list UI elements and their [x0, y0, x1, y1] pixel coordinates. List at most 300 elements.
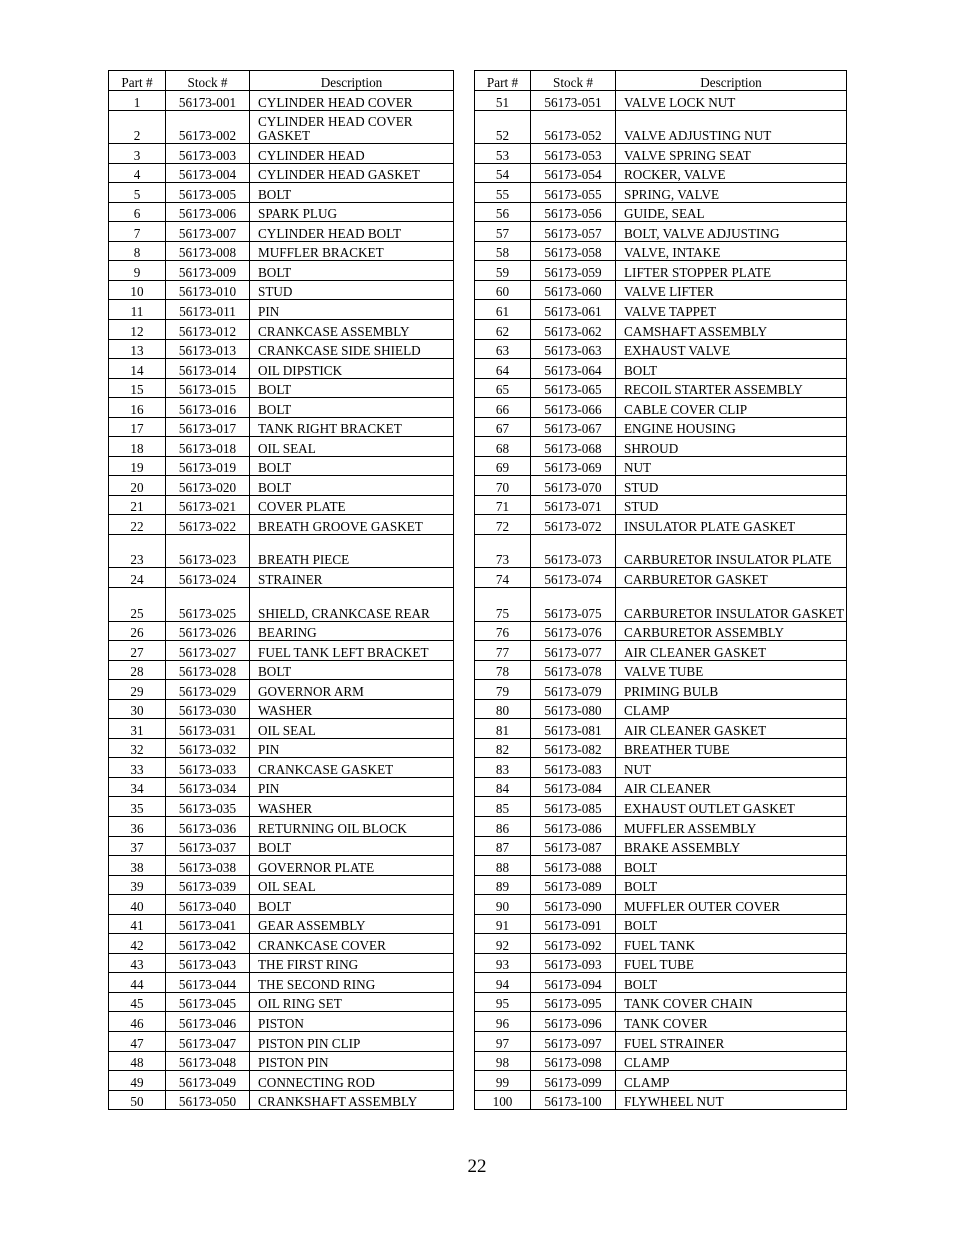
description-cell: VALVE ADJUSTING NUT [616, 110, 847, 144]
stock-number-cell: 56173-094 [531, 973, 616, 993]
table-row [475, 934, 847, 954]
part-number-cell: 77 [475, 641, 531, 661]
description-cell: CABLE COVER CLIP [616, 398, 847, 418]
part-number-cell: 67 [475, 417, 531, 437]
description-cell: BOLT [250, 836, 454, 856]
description-cell: INSULATOR PLATE GASKET [616, 515, 847, 535]
table-row [475, 144, 847, 164]
stock-number-cell: 56173-099 [531, 1071, 616, 1091]
part-number-cell: 87 [475, 836, 531, 856]
description-cell: CLAMP [616, 1051, 847, 1071]
part-number-cell: 88 [475, 856, 531, 876]
stock-number-cell: 56173-066 [531, 398, 616, 418]
table-row [475, 856, 847, 876]
stock-number-cell: 56173-072 [531, 515, 616, 535]
description-cell: CLAMP [616, 699, 847, 719]
stock-number-cell: 56173-019 [166, 456, 250, 476]
table-row [475, 319, 847, 339]
part-number-cell: 32 [109, 738, 166, 758]
table-row [475, 895, 847, 915]
table-row [475, 992, 847, 1012]
part-number-cell: 8 [109, 241, 166, 261]
description-cell: CARBURETOR INSULATOR GASKET [616, 588, 847, 622]
part-number-cell: 49 [109, 1071, 166, 1091]
part-number-cell: 14 [109, 359, 166, 379]
stock-number-cell: 56173-090 [531, 895, 616, 915]
part-number-cell: 33 [109, 758, 166, 778]
part-number-cell: 53 [475, 144, 531, 164]
stock-number-cell: 56173-050 [166, 1090, 250, 1110]
stock-number-cell: 56173-007 [166, 222, 250, 242]
table-row [475, 660, 847, 680]
stock-number-cell: 56173-093 [531, 953, 616, 973]
part-number-cell: 10 [109, 280, 166, 300]
table-row [109, 699, 454, 719]
part-number-cell: 62 [475, 319, 531, 339]
table-row [109, 359, 454, 379]
description-cell: OIL SEAL [250, 437, 454, 457]
description-cell: BOLT [250, 476, 454, 496]
stock-number-cell: 56173-032 [166, 738, 250, 758]
stock-number-cell: 56173-076 [531, 621, 616, 641]
table-header-row [475, 71, 847, 91]
table-row [109, 875, 454, 895]
stock-number-cell: 56173-046 [166, 1012, 250, 1032]
part-number-cell: 98 [475, 1051, 531, 1071]
part-number-cell: 43 [109, 953, 166, 973]
part-number-cell: 81 [475, 719, 531, 739]
part-number-cell: 91 [475, 914, 531, 934]
table-row [475, 641, 847, 661]
part-number-cell: 85 [475, 797, 531, 817]
stock-number-cell: 56173-071 [531, 495, 616, 515]
table-row [475, 202, 847, 222]
stock-number-cell: 56173-047 [166, 1032, 250, 1052]
table-row [109, 895, 454, 915]
table-row [109, 222, 454, 242]
description-cell: CARBURETOR INSULATOR PLATE [616, 534, 847, 568]
description-cell: BOLT [616, 914, 847, 934]
parts-table-right [474, 70, 847, 1110]
part-number-cell: 24 [109, 568, 166, 588]
table-row [475, 1032, 847, 1052]
part-number-cell: 34 [109, 777, 166, 797]
table-row [475, 476, 847, 496]
part-number-cell: 15 [109, 378, 166, 398]
table-row [109, 953, 454, 973]
stock-number-cell: 56173-012 [166, 319, 250, 339]
table-row [109, 1032, 454, 1052]
part-number-cell: 69 [475, 456, 531, 476]
description-cell: PIN [250, 300, 454, 320]
description-cell: STUD [250, 280, 454, 300]
stock-number-cell: 56173-091 [531, 914, 616, 934]
description-cell: EXHAUST OUTLET GASKET [616, 797, 847, 817]
description-cell: GOVERNOR PLATE [250, 856, 454, 876]
table-row [475, 91, 847, 111]
part-number-cell: 55 [475, 183, 531, 203]
part-number-cell: 4 [109, 163, 166, 183]
table-row [109, 300, 454, 320]
description-cell: MUFFLER BRACKET [250, 241, 454, 261]
table-row [475, 588, 847, 622]
part-number-cell: 84 [475, 777, 531, 797]
part-number-cell: 12 [109, 319, 166, 339]
description-cell: NUT [616, 456, 847, 476]
table-row [475, 1090, 847, 1110]
table-row [475, 300, 847, 320]
part-number-cell: 92 [475, 934, 531, 954]
description-cell: CRANKCASE ASSEMBLY [250, 319, 454, 339]
part-number-cell: 66 [475, 398, 531, 418]
stock-number-cell: 56173-060 [531, 280, 616, 300]
table-row [475, 515, 847, 535]
table-header-row [109, 71, 454, 91]
table-row [109, 280, 454, 300]
part-number-cell: 22 [109, 515, 166, 535]
stock-number-cell: 56173-036 [166, 817, 250, 837]
table-row [475, 437, 847, 457]
table-row [109, 261, 454, 281]
table-row [475, 568, 847, 588]
part-number-cell: 63 [475, 339, 531, 359]
stock-number-cell: 56173-029 [166, 680, 250, 700]
part-number-cell: 80 [475, 699, 531, 719]
stock-number-cell: 56173-014 [166, 359, 250, 379]
table-row [109, 588, 454, 622]
part-number-cell: 60 [475, 280, 531, 300]
table-row [109, 641, 454, 661]
description-cell: ROCKER, VALVE [616, 163, 847, 183]
description-cell: FUEL TANK [616, 934, 847, 954]
table-row [109, 836, 454, 856]
stock-number-cell: 56173-013 [166, 339, 250, 359]
stock-number-cell: 56173-068 [531, 437, 616, 457]
stock-number-cell: 56173-052 [531, 110, 616, 144]
stock-number-cell: 56173-092 [531, 934, 616, 954]
part-number-cell: 40 [109, 895, 166, 915]
part-number-cell: 54 [475, 163, 531, 183]
table-row [475, 183, 847, 203]
description-cell: BREATH GROOVE GASKET [250, 515, 454, 535]
description-cell: STUD [616, 495, 847, 515]
description-cell: VALVE, INTAKE [616, 241, 847, 261]
description-cell: CAMSHAFT ASSEMBLY [616, 319, 847, 339]
description-cell: BOLT [250, 183, 454, 203]
stock-number-cell: 56173-062 [531, 319, 616, 339]
part-number-cell: 35 [109, 797, 166, 817]
table-row [109, 621, 454, 641]
stock-number-cell: 56173-040 [166, 895, 250, 915]
stock-number-cell: 56173-081 [531, 719, 616, 739]
stock-number-cell: 56173-034 [166, 777, 250, 797]
stock-number-cell: 56173-078 [531, 660, 616, 680]
table-row [475, 817, 847, 837]
description-cell: AIR CLEANER [616, 777, 847, 797]
description-cell: CLAMP [616, 1071, 847, 1091]
table-row [475, 280, 847, 300]
page-number: 22 [467, 1156, 487, 1177]
description-cell: SHROUD [616, 437, 847, 457]
description-cell: CYLINDER HEAD GASKET [250, 163, 454, 183]
stock-number-cell: 56173-027 [166, 641, 250, 661]
description-cell: TANK COVER [616, 1012, 847, 1032]
stock-number-cell: 56173-011 [166, 300, 250, 320]
table-row [109, 163, 454, 183]
table-row [109, 456, 454, 476]
table-row [475, 359, 847, 379]
stock-number-cell: 56173-095 [531, 992, 616, 1012]
table-row [475, 339, 847, 359]
table-row [109, 758, 454, 778]
description-cell: GUIDE, SEAL [616, 202, 847, 222]
table-row [475, 914, 847, 934]
header-description: Description [616, 71, 847, 91]
part-number-cell: 44 [109, 973, 166, 993]
header-part-number: Part # [109, 71, 166, 91]
description-cell: THE SECOND RING [250, 973, 454, 993]
part-number-cell: 36 [109, 817, 166, 837]
description-cell: FUEL STRAINER [616, 1032, 847, 1052]
description-cell: VALVE TAPPET [616, 300, 847, 320]
stock-number-cell: 56173-025 [166, 588, 250, 622]
stock-number-cell: 56173-018 [166, 437, 250, 457]
description-cell: FUEL TUBE [616, 953, 847, 973]
description-cell: VALVE LOCK NUT [616, 91, 847, 111]
table-row [475, 398, 847, 418]
description-cell: TANK COVER CHAIN [616, 992, 847, 1012]
part-number-cell: 19 [109, 456, 166, 476]
description-cell: BOLT [250, 660, 454, 680]
stock-number-cell: 56173-015 [166, 378, 250, 398]
description-cell: PISTON PIN [250, 1051, 454, 1071]
description-cell: RETURNING OIL BLOCK [250, 817, 454, 837]
table-row [475, 758, 847, 778]
stock-number-cell: 56173-056 [531, 202, 616, 222]
stock-number-cell: 56173-009 [166, 261, 250, 281]
table-row [109, 339, 454, 359]
table-row [109, 934, 454, 954]
part-number-cell: 72 [475, 515, 531, 535]
stock-number-cell: 56173-024 [166, 568, 250, 588]
stock-number-cell: 56173-055 [531, 183, 616, 203]
stock-number-cell: 56173-096 [531, 1012, 616, 1032]
description-cell: PISTON [250, 1012, 454, 1032]
table-row [109, 110, 454, 144]
part-number-cell: 46 [109, 1012, 166, 1032]
stock-number-cell: 56173-053 [531, 144, 616, 164]
table-row [109, 797, 454, 817]
stock-number-cell: 56173-008 [166, 241, 250, 261]
stock-number-cell: 56173-077 [531, 641, 616, 661]
stock-number-cell: 56173-074 [531, 568, 616, 588]
stock-number-cell: 56173-049 [166, 1071, 250, 1091]
table-row [109, 241, 454, 261]
part-number-cell: 38 [109, 856, 166, 876]
stock-number-cell: 56173-051 [531, 91, 616, 111]
description-cell: SPRING, VALVE [616, 183, 847, 203]
description-cell: PRIMING BULB [616, 680, 847, 700]
description-cell: VALVE TUBE [616, 660, 847, 680]
part-number-cell: 26 [109, 621, 166, 641]
stock-number-cell: 56173-063 [531, 339, 616, 359]
description-cell: BREATHER TUBE [616, 738, 847, 758]
description-cell: BOLT [250, 895, 454, 915]
description-cell: CYLINDER HEAD COVER GASKET [250, 110, 454, 144]
table-row [475, 836, 847, 856]
stock-number-cell: 56173-097 [531, 1032, 616, 1052]
description-cell: GEAR ASSEMBLY [250, 914, 454, 934]
part-number-cell: 51 [475, 91, 531, 111]
part-number-cell: 74 [475, 568, 531, 588]
stock-number-cell: 56173-059 [531, 261, 616, 281]
part-number-cell: 68 [475, 437, 531, 457]
stock-number-cell: 56173-003 [166, 144, 250, 164]
table-row [475, 1012, 847, 1032]
part-number-cell: 31 [109, 719, 166, 739]
part-number-cell: 23 [109, 534, 166, 568]
table-row [475, 495, 847, 515]
stock-number-cell: 56173-026 [166, 621, 250, 641]
description-cell: EXHAUST VALVE [616, 339, 847, 359]
stock-number-cell: 56173-006 [166, 202, 250, 222]
part-number-cell: 61 [475, 300, 531, 320]
part-number-cell: 52 [475, 110, 531, 144]
description-cell: BOLT [250, 456, 454, 476]
description-cell: CONNECTING ROD [250, 1071, 454, 1091]
stock-number-cell: 56173-030 [166, 699, 250, 719]
part-number-cell: 5 [109, 183, 166, 203]
part-number-cell: 16 [109, 398, 166, 418]
stock-number-cell: 56173-017 [166, 417, 250, 437]
description-cell: BOLT [616, 856, 847, 876]
stock-number-cell: 56173-084 [531, 777, 616, 797]
table-row [109, 817, 454, 837]
part-number-cell: 70 [475, 476, 531, 496]
description-cell: CARBURETOR GASKET [616, 568, 847, 588]
table-row [475, 797, 847, 817]
description-cell: THE FIRST RING [250, 953, 454, 973]
table-row [109, 568, 454, 588]
stock-number-cell: 56173-016 [166, 398, 250, 418]
table-row [109, 1012, 454, 1032]
table-row [109, 1051, 454, 1071]
table-row [109, 398, 454, 418]
part-number-cell: 20 [109, 476, 166, 496]
part-number-cell: 29 [109, 680, 166, 700]
description-cell: BOLT [250, 378, 454, 398]
description-cell: CYLINDER HEAD COVER [250, 91, 454, 111]
table-row [109, 437, 454, 457]
part-number-cell: 90 [475, 895, 531, 915]
part-number-cell: 83 [475, 758, 531, 778]
table-row [475, 621, 847, 641]
stock-number-cell: 56173-039 [166, 875, 250, 895]
part-number-cell: 30 [109, 699, 166, 719]
stock-number-cell: 56173-086 [531, 817, 616, 837]
description-cell: FUEL TANK LEFT BRACKET [250, 641, 454, 661]
stock-number-cell: 56173-044 [166, 973, 250, 993]
description-cell: OIL RING SET [250, 992, 454, 1012]
description-cell: AIR CLEANER GASKET [616, 719, 847, 739]
table-row [109, 660, 454, 680]
description-cell: STUD [616, 476, 847, 496]
part-number-cell: 71 [475, 495, 531, 515]
stock-number-cell: 56173-021 [166, 495, 250, 515]
part-number-cell: 89 [475, 875, 531, 895]
description-cell: VALVE LIFTER [616, 280, 847, 300]
description-cell: CRANKCASE COVER [250, 934, 454, 954]
table-row [475, 163, 847, 183]
description-cell: COVER PLATE [250, 495, 454, 515]
part-number-cell: 96 [475, 1012, 531, 1032]
table-row [109, 1090, 454, 1110]
part-number-cell: 39 [109, 875, 166, 895]
table-row [109, 738, 454, 758]
part-number-cell: 65 [475, 378, 531, 398]
stock-number-cell: 56173-065 [531, 378, 616, 398]
table-row [109, 1071, 454, 1091]
description-cell: GOVERNOR ARM [250, 680, 454, 700]
description-cell: RECOIL STARTER ASSEMBLY [616, 378, 847, 398]
table-row [109, 777, 454, 797]
header-stock-number: Stock # [166, 71, 250, 91]
table-row [109, 183, 454, 203]
stock-number-cell: 56173-057 [531, 222, 616, 242]
description-cell: AIR CLEANER GASKET [616, 641, 847, 661]
description-cell: STRAINER [250, 568, 454, 588]
part-number-cell: 76 [475, 621, 531, 641]
part-number-cell: 6 [109, 202, 166, 222]
part-number-cell: 25 [109, 588, 166, 622]
description-cell: BOLT [616, 875, 847, 895]
table-row [475, 417, 847, 437]
description-cell: BEARING [250, 621, 454, 641]
description-cell: MUFFLER ASSEMBLY [616, 817, 847, 837]
part-number-cell: 56 [475, 202, 531, 222]
table-row [109, 719, 454, 739]
part-number-cell: 48 [109, 1051, 166, 1071]
description-cell: OIL SEAL [250, 719, 454, 739]
header-part-number: Part # [475, 71, 531, 91]
part-number-cell: 100 [475, 1090, 531, 1110]
stock-number-cell: 56173-054 [531, 163, 616, 183]
part-number-cell: 13 [109, 339, 166, 359]
stock-number-cell: 56173-100 [531, 1090, 616, 1110]
part-number-cell: 75 [475, 588, 531, 622]
table-row [475, 222, 847, 242]
table-row [109, 914, 454, 934]
description-cell: MUFFLER OUTER COVER [616, 895, 847, 915]
stock-number-cell: 56173-045 [166, 992, 250, 1012]
table-row [109, 973, 454, 993]
stock-number-cell: 56173-038 [166, 856, 250, 876]
part-number-cell: 9 [109, 261, 166, 281]
table-row [109, 378, 454, 398]
stock-number-cell: 56173-088 [531, 856, 616, 876]
table-row [475, 777, 847, 797]
table-row [109, 534, 454, 568]
description-cell: CYLINDER HEAD BOLT [250, 222, 454, 242]
stock-number-cell: 56173-033 [166, 758, 250, 778]
description-cell: BOLT [250, 261, 454, 281]
description-cell: CRANKSHAFT ASSEMBLY [250, 1090, 454, 1110]
description-cell: ENGINE HOUSING [616, 417, 847, 437]
table-row [109, 319, 454, 339]
part-number-cell: 95 [475, 992, 531, 1012]
stock-number-cell: 56173-028 [166, 660, 250, 680]
stock-number-cell: 56173-005 [166, 183, 250, 203]
